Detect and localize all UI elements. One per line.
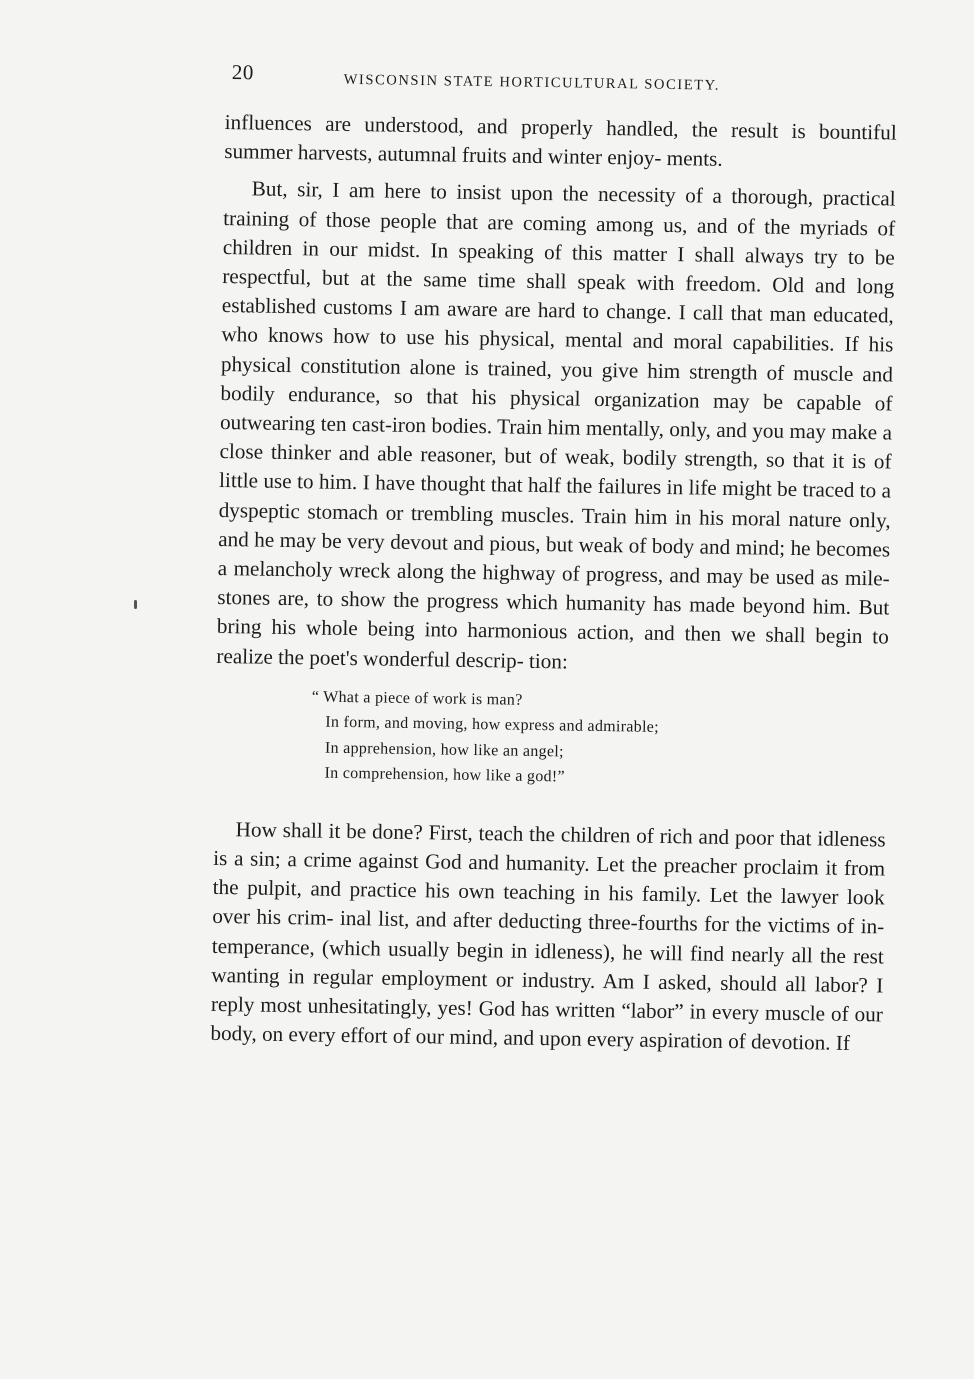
verse-line: In comprehension, how like a god!” — [324, 765, 566, 786]
verse-line: In apprehension, how like an angel; — [324, 739, 564, 761]
paragraph-training: But, sir, I am here to insist upon the necessity of a thorough, practical training of those people that are coming among us, and of the myriads of children in our midst. In speaking of this matter I shall always try to be respectful, but at the same time shall speak with freedom. Old and long established customs I am aware are hard to change. I call that man educated, who knows how to use his physical, mental and moral capabilities. If his physical constitution alone is trained, you give him strength of muscle and bodily endurance, so that his physical organization may be capable of outwearing ten cast-iron bodies. Train him mentally, only, and you may make a close thinker and able reasoner, but of weak, bodily strength, so that it is of little use to him. I have thought that half the failures in life might be traced to a dyspeptic stomach or trembling muscles. Train him in his moral nature only, and he may be very devout and pious, but weak of body and mind; he becomes a melancholy wreck along the highway of progress, and may be used as mile- stones are, to show the progress which humanity has made beyond him. But bring his whole being into harmonious action, and then we shall begin to realize the poet's wonderful descrip- tion: — [216, 176, 896, 674]
paragraph-labor: How shall it be done? First, teach the children of rich and poor that idleness is a sin; a crime against God and humanity. Let the preacher proclaim it from the pulpit, and practice his own teaching in his family. Let the lawyer look over his crim- inal list, and after deducting three-fourths for the victims of in- temperance, (which usually begin in idleness), he will find nearly all the rest wanting in regular employment or industry. Am I asked, should all labor? I reply most unhesitatingly, yes! God has written “labor” in every muscle of our body, on every effort of our mind, and upon every aspiration of devotion. If — [210, 817, 886, 1056]
page-number: 20 — [231, 60, 254, 85]
body-text — [210, 108, 897, 1059]
paragraph-continued: influences are understood, and properly handled, the result is bountiful summer harvests, autumnal fruits and winter enjoy- ments. — [224, 109, 897, 172]
running-head: WISCONSIN STATE HORTICULTURAL SOCIETY. — [343, 71, 721, 94]
page-header — [231, 60, 802, 109]
verse-line: In form, and moving, how express and admirable; — [325, 714, 660, 737]
verse-line: “ What a piece of work is man? — [311, 688, 523, 709]
verse-quotation — [310, 684, 888, 795]
scan-speck — [134, 600, 137, 609]
